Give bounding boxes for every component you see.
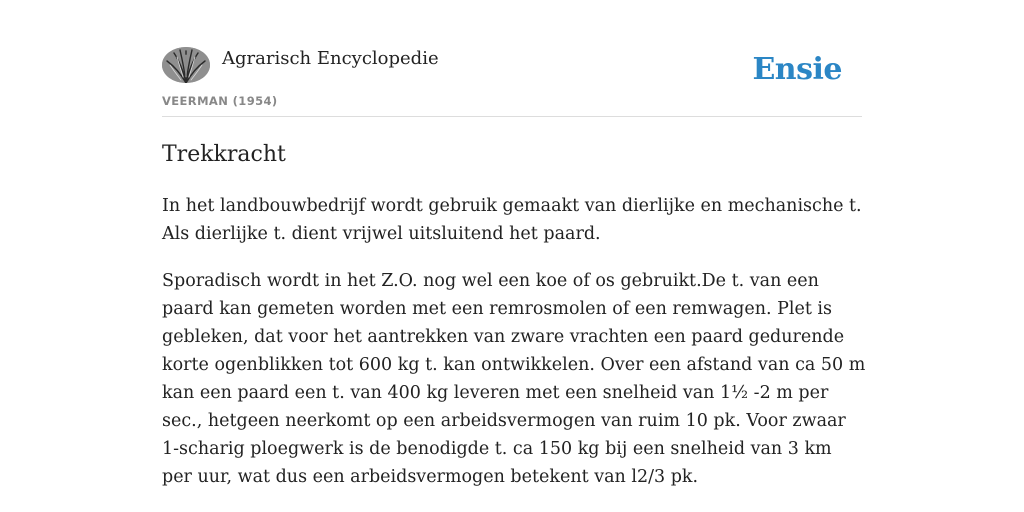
source-title[interactable]: Agrarisch Encyclopedie: [222, 48, 439, 69]
article-paragraph: In het landbouwbedrijf wordt gebruik gemaakt van dierlijke en mechanische t. Als dierlijke t. dient vrijwel uitsluitend het paard.: [162, 196, 862, 244]
article-paragraph: Sporadisch wordt in het Z.O. nog wel een koe of os gebruikt.De t. van een paard kan gemeten worden met een remrosmolen of een remwagen. Plet is gebleken, dat voor het aantrekken van zware vrachten een paard gedurende korte ogenblikken tot 600 kg t. kan ontwikkelen. Over een afstand van ca 50 m kan een paard een t. van 400 kg leveren met een snelheid van 1½ -2 m per sec., hetgeen neerkomt op een arbeidsvermogen van ruim 10 pk. Voor zwaar 1-scharig ploegwerk is de benodigde t. ca 150 kg bij een snelheid van 3 km per uur, wat dus een arbeidsvermogen betekent van l2/3 pk.: [162, 271, 866, 487]
source-header: [162, 44, 862, 117]
article-title: Trekkracht: [162, 142, 286, 167]
article-body: [162, 192, 867, 510]
source-author-year: VEERMAN (1954): [162, 94, 278, 108]
wheat-icon: [162, 47, 210, 83]
ensie-logo[interactable]: Ensie: [752, 52, 842, 87]
